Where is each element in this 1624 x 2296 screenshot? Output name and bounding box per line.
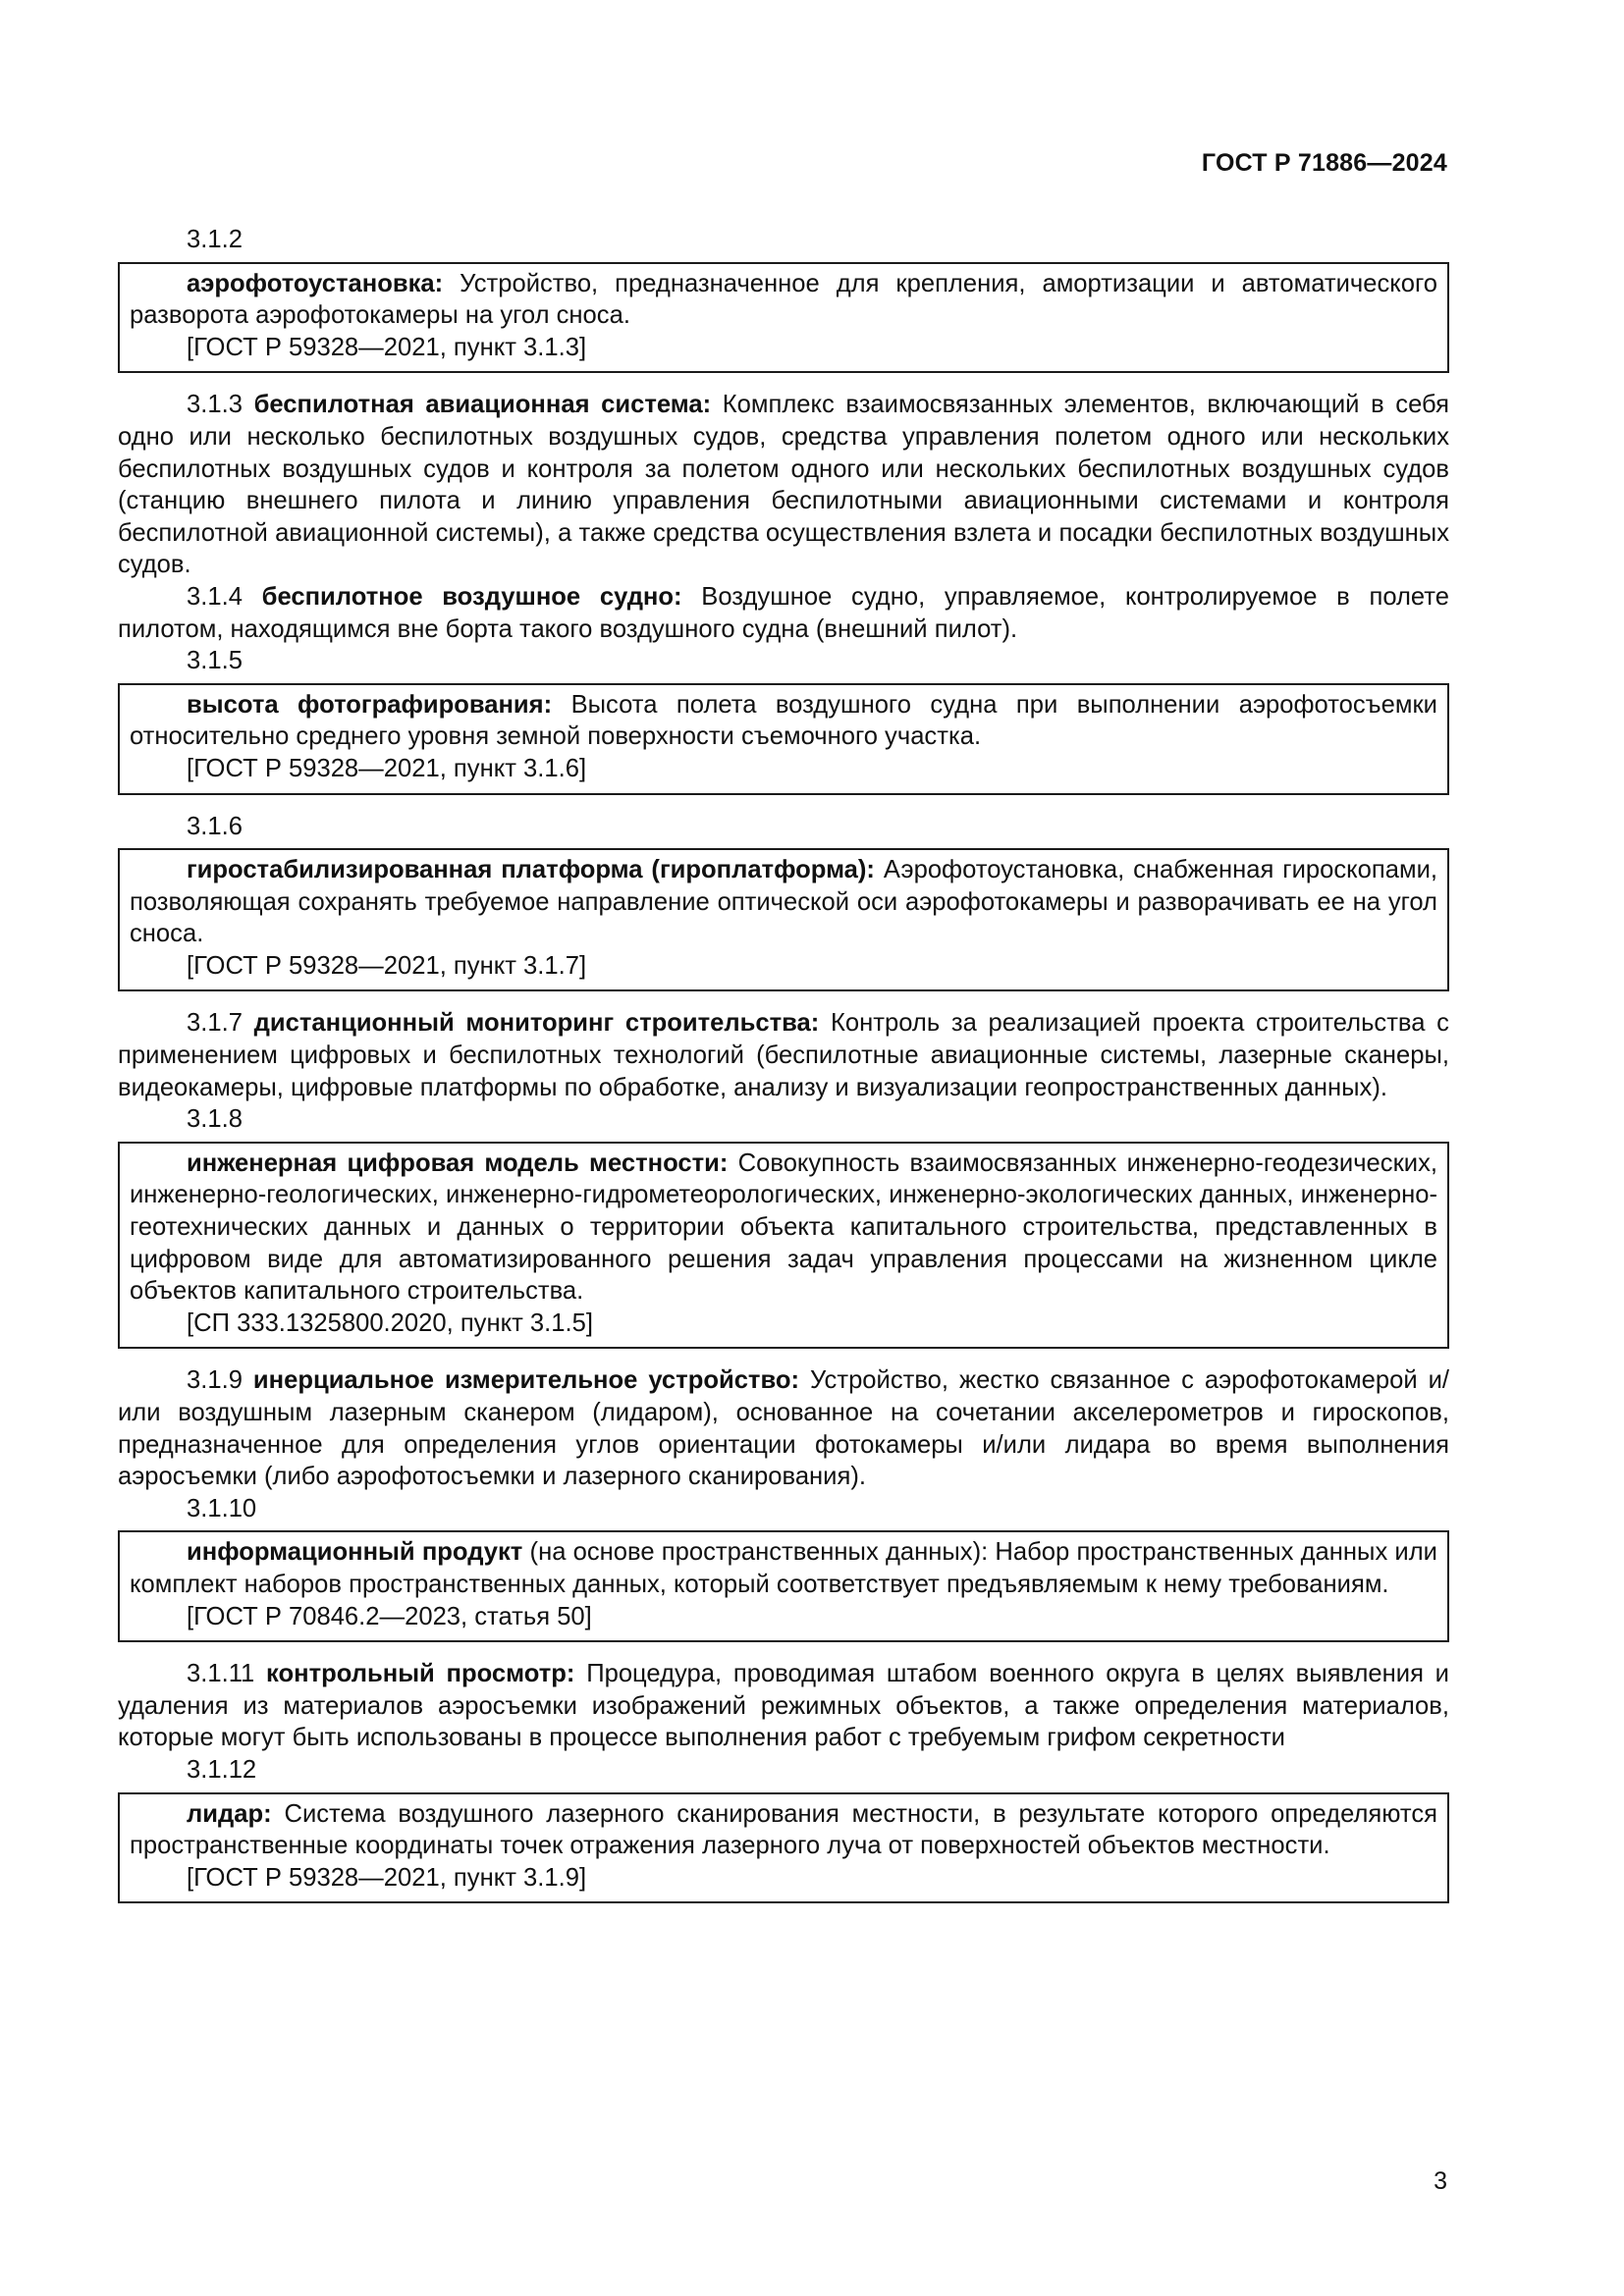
- term: инженерная цифровая модель местности:: [187, 1148, 729, 1177]
- entry-number: 3.1.5: [187, 647, 243, 675]
- definition: Высота полета воздушного судна при выполнении аэрофотосъемки относительно среднего уровня земной поверхности съемочного участка.: [130, 690, 1437, 751]
- definition-source: [ГОСТ Р 59328—2021, пункт 3.1.9]: [187, 1863, 587, 1892]
- term: беспилотная авиационная система:: [253, 391, 712, 419]
- definition-source: [ГОСТ Р 59328—2021, пункт 3.1.3]: [187, 333, 587, 361]
- entry-number: 3.1.2: [187, 226, 243, 253]
- entry-number: 3.1.10: [187, 1494, 257, 1522]
- term: гиростабилизированная платформа (гироплатформа):: [187, 856, 875, 884]
- definition: Устройство, предназначенное для крепления, амортизации и автоматического разворота аэрофотокамеры на угол сноса.: [130, 269, 1437, 330]
- definition-paragraph: [118, 1364, 1449, 1492]
- term: контрольный просмотр:: [266, 1660, 575, 1688]
- term: инерциальное измерительное устройство:: [252, 1366, 800, 1395]
- entry-number: 3.1.4: [187, 582, 243, 611]
- quoted-definition-box: [118, 1530, 1449, 1642]
- definition-paragraph: [118, 389, 1449, 581]
- definition: Система воздушного лазерного сканирования местности, в результате которого определяются пространственные координаты точек отражения лазерного луча от поверхностей объектов местности.: [130, 1799, 1437, 1860]
- entry-number: 3.1.6: [187, 812, 243, 840]
- entry-number: 3.1.3: [187, 391, 243, 419]
- definition: Воздушное судно, управляемое, контролируемое в полете пилотом, находящимся вне борта такого воздушного судна (внешний пилот).: [118, 582, 1449, 643]
- quoted-definition-box: [118, 262, 1449, 374]
- definition-text: [130, 1148, 1437, 1308]
- term: информационный продукт: [187, 1538, 523, 1567]
- definition-paragraph: [118, 581, 1449, 645]
- page-number: 3: [1434, 2167, 1447, 2195]
- definition-text: [130, 854, 1437, 950]
- term: высота фотографирования:: [187, 690, 553, 719]
- definition-text: [130, 268, 1437, 332]
- term: лидар:: [187, 1799, 272, 1828]
- definition: Комплекс взаимосвязанных элементов, включающий в себя одно или несколько беспилотных воздушных судов, средства управления полетом одного или нескольких беспилотных воздушных судов и контроля за полетом одного или нескольких беспилотных воздушных судов (станцию внешнего пилота и линию управления беспилотными авиационными системами и контроля беспилотной авиационной системы), а также средства осуществления взлета и посадки беспилотных воздушных судов.: [118, 391, 1449, 579]
- definition-source: [ГОСТ Р 59328—2021, пункт 3.1.7]: [187, 951, 587, 980]
- standard-code-header: ГОСТ Р 71886—2024: [1201, 149, 1447, 177]
- term: беспилотное воздушное судно:: [261, 582, 682, 611]
- entry-number: 3.1.9: [187, 1366, 243, 1395]
- entry-number: 3.1.12: [187, 1755, 257, 1784]
- terms-section: [118, 224, 1449, 1919]
- term: аэрофотоустановка:: [187, 269, 444, 297]
- definition-text: [130, 1536, 1437, 1600]
- quoted-definition-box: [118, 848, 1449, 991]
- definition: Контроль за реализацией проекта строительства с применением цифровых и беспилотных технологий (беспилотные авиационные системы, лазерные сканеры, видеокамеры, цифровые платформы по обработке, анализу и визуализации геопространственных данных).: [118, 1009, 1449, 1101]
- entry-number: 3.1.11: [187, 1660, 255, 1688]
- quoted-definition-box: [118, 1792, 1449, 1904]
- quoted-definition-box: [118, 683, 1449, 795]
- definition: Аэрофотоустановка, снабженная гироскопами, позволяющая сохранять требуемое направление оптической оси аэрофотокамеры и разворачивать ее на угол сноса.: [130, 856, 1437, 948]
- definition: Устройство, жестко связанное с аэрофотокамерой и/или воздушным лазерным сканером (лидаром), основанное на сочетании акселерометров и гироскопов, предназначенное для определения углов ориентации фотокамеры и/или лидара во время выполнения аэросъемки (либо аэрофотосъемки и лазерного сканирования).: [118, 1366, 1449, 1491]
- definition-paragraph: [118, 1658, 1449, 1754]
- quoted-definition-box: [118, 1142, 1449, 1350]
- definition: Набор пространственных данных или комплект наборов пространственных данных, который соответствует предъявляемым к нему требованиям.: [130, 1538, 1437, 1598]
- definition: Совокупность взаимосвязанных инженерно-геодезических, инженерно-геологических, инженерно-гидрометеорологических, инженерно-экологических данных, инженерно-геотехнических данных и данных о территории объекта капитального строительства, представленных в цифровом виде для автоматизированного решения задач управления процессами на жизненном цикле объектов капитального строительства.: [130, 1148, 1437, 1306]
- entry-number: 3.1.7: [187, 1009, 243, 1038]
- entry-number: 3.1.8: [187, 1105, 243, 1134]
- definition-text: [130, 689, 1437, 753]
- definition-text: [130, 1798, 1437, 1862]
- definition-paragraph: [118, 1007, 1449, 1103]
- term: дистанционный мониторинг строительства:: [253, 1009, 820, 1038]
- term-qualifier: (на основе пространственных данных):: [529, 1538, 989, 1567]
- definition-source: [ГОСТ Р 59328—2021, пункт 3.1.6]: [187, 754, 587, 782]
- definition-source: [СП 333.1325800.2020, пункт 3.1.5]: [187, 1308, 593, 1337]
- definition-source: [ГОСТ Р 70846.2—2023, статья 50]: [187, 1602, 592, 1630]
- definition: Процедура, проводимая штабом военного округа в целях выявления и удаления из материалов аэросъемки изображений режимных объектов, а также определения материалов, которые могут быть использованы в процессе выполнения работ с требуемым грифом секретности: [118, 1660, 1449, 1752]
